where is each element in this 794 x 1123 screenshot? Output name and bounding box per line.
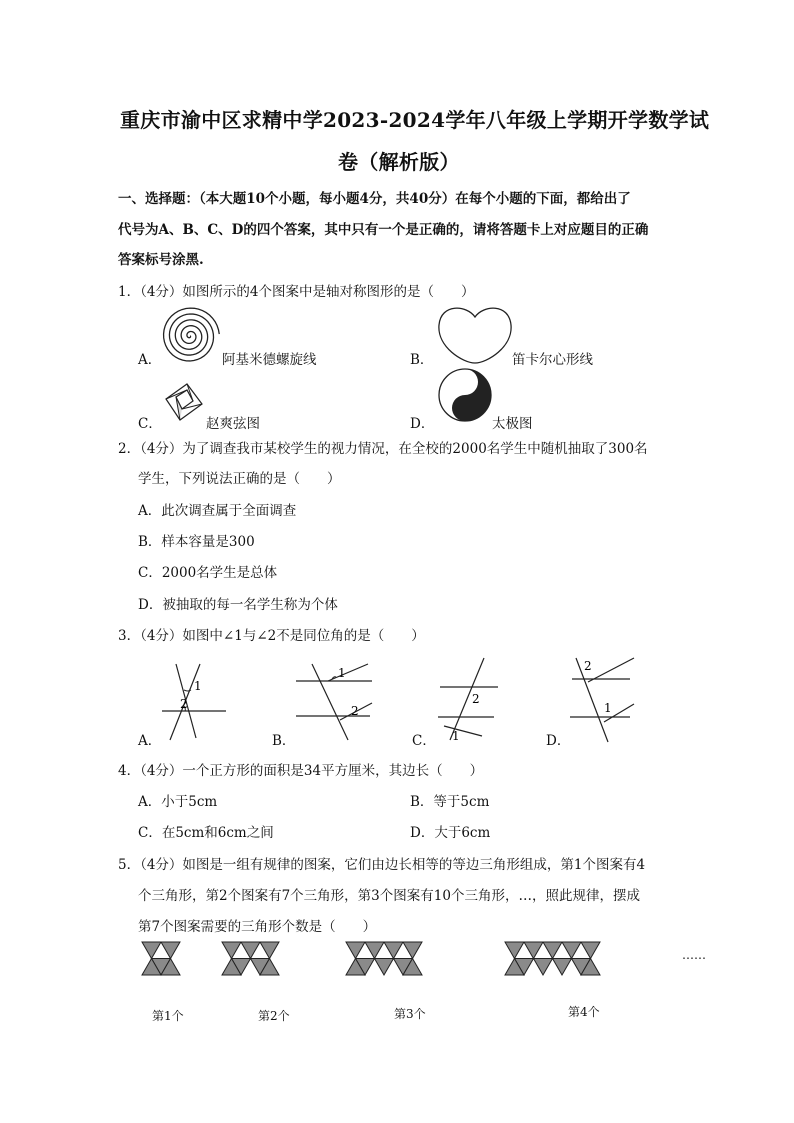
pattern4-mid-triangle [534, 959, 553, 976]
q3-c-angle2: 2 [472, 692, 480, 706]
q3-option-c-label: C． [412, 733, 436, 749]
q1-option-a-text: 阿基米德螺旋线 [222, 352, 317, 368]
q2-option-d: D．被抽取的每一名学生称为个体 [138, 597, 338, 613]
q2-option-b: B．样本容量是300 [138, 534, 255, 550]
pattern4-top-triangle [524, 942, 543, 959]
pattern2-top-triangle [260, 942, 279, 959]
q2-option-a: A．此次调查属于全面调查 [138, 503, 297, 519]
pattern1-top-triangle [142, 942, 161, 959]
q2-option-c: C．2000名学生是总体 [138, 565, 278, 581]
cardioid-icon [437, 303, 513, 365]
q1-option-d-label: D． [410, 416, 435, 432]
q5-ellipsis: …… [682, 948, 706, 962]
q5-triangle-patterns [0, 936, 794, 996]
q3-d-angle2: 2 [584, 659, 592, 673]
q3-option-b-label: B． [272, 733, 296, 749]
zhao-shuang-chord-diagram-icon [162, 382, 204, 422]
q3-a-angle2: 2 [180, 697, 188, 711]
pattern4-top-triangle [543, 942, 562, 959]
page-title-line1: 重庆市渝中区求精中学2023-2024学年八年级上学期开学数学试 [120, 108, 710, 132]
pattern3-top-triangle [365, 942, 384, 959]
q3-figure-d [568, 654, 640, 746]
q4-option-c: C．在5cm和6cm之间 [138, 825, 274, 841]
q1-option-c-text: 赵爽弦图 [206, 416, 260, 432]
q4-option-b: B．等于5cm [410, 794, 490, 810]
pattern4-top-triangle [562, 942, 581, 959]
q3-figure-b [296, 660, 378, 742]
q5-caption-1: 第1个 [152, 1009, 184, 1023]
q5-caption-4: 第4个 [568, 1005, 600, 1019]
q4-stem: 4．（4分）一个正方形的面积是34平方厘米，其边长（ ） [118, 763, 484, 779]
q3-b-angle2: 2 [351, 704, 359, 718]
q3-figure-c [434, 654, 514, 746]
pattern4-mid-triangle [553, 959, 572, 976]
q3-option-d-label: D． [546, 733, 571, 749]
pattern1-top-triangle [161, 942, 180, 959]
q3-option-a-label: A． [138, 733, 162, 749]
q1-option-a-label: A． [138, 352, 162, 368]
q5-caption-3: 第3个 [394, 1007, 426, 1021]
page-title-line2: 卷（解析版） [338, 150, 460, 174]
pattern3-top-triangle [384, 942, 403, 959]
pattern2-top-triangle [241, 942, 260, 959]
q1-stem: 1．（4分）如图所示的4个图案中是轴对称图形的是（ ） [118, 284, 475, 300]
section-instruction-line1: 一、选择题：（本大题10个小题，每小题4分，共40分）在每个小题的下面，都给出了 [118, 191, 631, 207]
pattern4-top-triangle [505, 942, 524, 959]
q3-a-angle1: 1 [194, 679, 202, 693]
q1-option-b-text: 笛卡尔心形线 [512, 352, 593, 368]
pattern2-top-triangle [222, 942, 241, 959]
archimedes-spiral-icon [160, 306, 220, 366]
q4-option-a: A．小于5cm [138, 794, 218, 810]
section-instruction-line2: 代号为A、B、C、D的四个答案，其中只有一个是正确的，请将答题卡上对应题目的正确 [118, 222, 649, 238]
q1-option-b-label: B． [410, 352, 434, 368]
q5-caption-2: 第2个 [258, 1009, 290, 1023]
section-instruction-line3: 答案标号涂黑. [118, 252, 204, 268]
q1-option-d-text: 太极图 [492, 416, 533, 432]
pattern3-mid-triangle [375, 959, 394, 976]
q3-figure-a [160, 660, 232, 742]
q5-stem-line3: 第7个图案需要的三角形个数是（ ） [138, 919, 377, 935]
pattern3-top-triangle [346, 942, 365, 959]
q4-option-d: D．大于6cm [410, 825, 491, 841]
pattern3-top-triangle [403, 942, 422, 959]
q2-stem-line2: 学生，下列说法正确的是（ ） [138, 471, 341, 487]
q5-stem-line1: 5．（4分）如图是一组有规律的图案，它们由边长相等的等边三角形组成，第1个图案有4 [118, 857, 646, 873]
q1-option-c-label: C． [138, 416, 162, 432]
taiji-icon [437, 367, 493, 423]
q2-stem-line1: 2．（4分）为了调查我市某校学生的视力情况，在全校的2000名学生中随机抽取了300名 [118, 441, 648, 457]
q3-d-angle1: 1 [604, 701, 612, 715]
q3-stem: 3．（4分）如图中∠1与∠2不是同位角的是（ ） [118, 628, 425, 644]
q5-stem-line2: 个三角形，第2个图案有7个三角形，第3个图案有10个三角形，…，照此规律，摆成 [138, 888, 640, 904]
q3-c-angle1: 1 [452, 729, 460, 743]
q3-b-angle1: 1 [338, 666, 346, 680]
pattern4-top-triangle [581, 942, 600, 959]
